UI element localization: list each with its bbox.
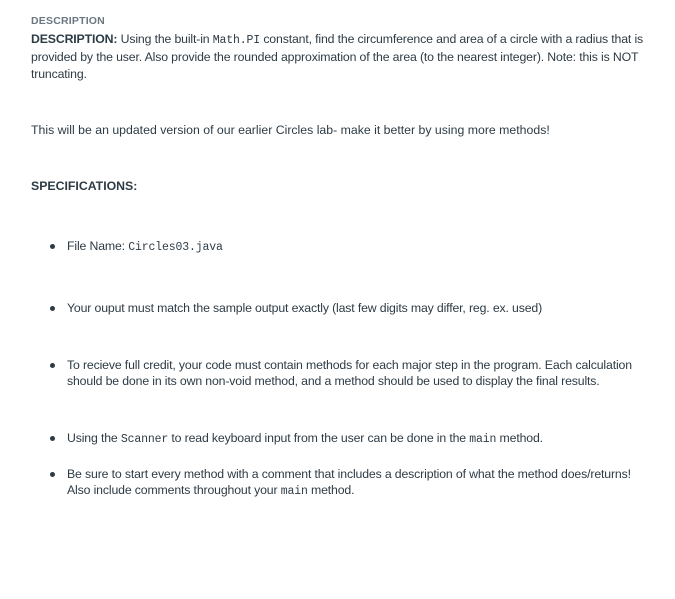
main-code: main — [280, 485, 308, 498]
spec-item-comments — [31, 466, 651, 500]
spec-item-text: Be sure to start every method with a comment that includes a description of what the method does/returns! Also include comments throughout your — [67, 467, 631, 497]
file-name-code: Circles03.java — [128, 241, 223, 254]
spec-item-file-name — [31, 238, 651, 256]
bullet-icon — [50, 472, 55, 477]
description-paragraph — [31, 31, 651, 83]
bullet-icon — [50, 436, 55, 441]
description-text: Using the built-in — [117, 32, 213, 46]
spec-item-text: To recieve full credit, your code must contain methods for each major step in the program. Each calculation should be done in its own non-void method, and a method should be used to display the final results. — [67, 358, 632, 388]
spec-item-output — [31, 300, 651, 316]
updated-version-note: This will be an updated version of our earlier Circles lab- make it better by using more methods! — [31, 123, 550, 137]
bullet-icon — [50, 244, 55, 249]
section-heading: DESCRIPTION — [31, 15, 105, 27]
assignment-description-panel — [31, 14, 651, 500]
bullet-icon — [50, 363, 55, 368]
spec-item-methods — [31, 357, 651, 389]
specifications-label: SPECIFICATIONS: — [31, 179, 138, 193]
specifications-heading — [31, 178, 651, 195]
scanner-code: Scanner — [120, 433, 169, 446]
description-text-continued: constant, find the circumference and area of a circle with a radius that is provided by the user. Also provide the rounded approximation of the area (to the nearest integer). Note: this is NOT truncating. — [31, 32, 644, 81]
bullet-icon — [50, 306, 55, 311]
description-label: DESCRIPTION: — [31, 32, 118, 46]
spec-item-text: to read keyboard input from the user can be done in the — [168, 431, 470, 445]
spec-item-text: Using the — [67, 431, 121, 445]
math-pi-code: Math.PI — [212, 34, 261, 47]
spec-item-text: Your ouput must match the sample output exactly (last few digits may differ, reg. ex. used) — [67, 301, 543, 315]
spec-item-text: method. — [496, 431, 543, 445]
main-code: main — [469, 433, 497, 446]
specifications-list — [31, 238, 651, 500]
spec-item-text: File Name: — [67, 239, 129, 253]
spec-item-text: method. — [307, 483, 355, 497]
spec-item-scanner — [31, 430, 651, 448]
